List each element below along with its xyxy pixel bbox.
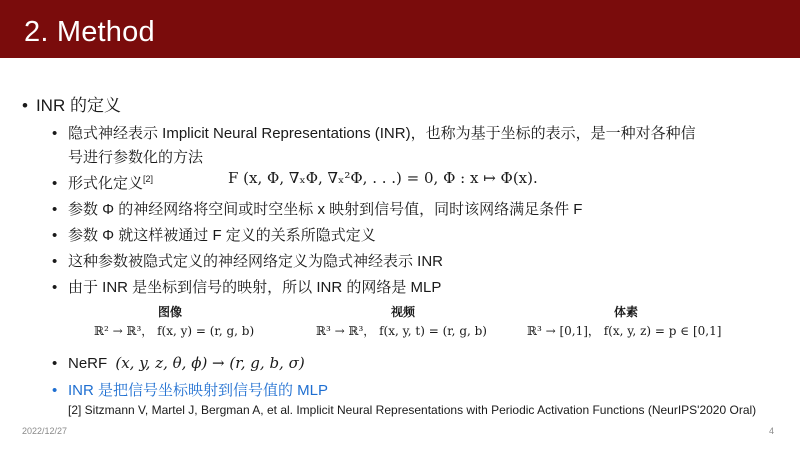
- reference-citation: [2] Sitzmann V, Martel J, Bergman A, et al. Implicit Neural Representations with Periodic Activation Functions (NeurIPS'2020 Oral): [68, 403, 757, 417]
- highlight-text: INR 是把信号坐标映射到信号值的 MLP: [68, 382, 329, 399]
- bullet-dot-icon: •: [52, 227, 58, 244]
- list-item-highlight: [52, 379, 328, 400]
- bullet-dot-icon: •: [52, 355, 58, 372]
- bullet-text: INR 的定义: [35, 96, 121, 115]
- bullet-dot-icon: •: [22, 96, 28, 115]
- item-text: 号进行参数化的方法: [68, 149, 204, 166]
- column-formula-image: ℝ² → ℝ³， f(x, y) = (r, g, b): [94, 324, 255, 338]
- bullet-dot-icon: •: [52, 201, 58, 218]
- footer-page-number: 4: [769, 426, 775, 436]
- list-item: [52, 276, 441, 297]
- item-text: 这种参数被隐式定义的神经网络定义为隐式神经表示 INR: [68, 253, 444, 270]
- column-formula-video: ℝ³ → ℝ³， f(x, y, t) = (r, g, b): [316, 324, 487, 338]
- formal-definition-equation: F (x, Φ, ∇ₓΦ, ∇ₓ²Φ, . . .) = 0, Φ : x ↦ Φ(x).: [228, 169, 538, 187]
- item-text: 参数 Φ 的神经网络将空间或时空坐标 x 映射到信号值，同时该网络满足条件 F: [68, 201, 583, 218]
- list-item: [52, 122, 696, 143]
- list-item: [52, 198, 582, 219]
- list-item: [52, 224, 376, 245]
- list-item: [52, 250, 443, 271]
- nerf-formula: (x, y, z, θ, ϕ) → (r, g, b, σ): [115, 354, 305, 372]
- list-item-continuation: [68, 146, 203, 167]
- column-head-voxel: 体素: [613, 305, 638, 319]
- item-text: 形式化定义: [68, 175, 144, 192]
- bullet-inr-definition: [22, 91, 121, 116]
- list-item-nerf: [52, 354, 305, 372]
- citation-mark: [2]: [143, 174, 154, 184]
- bullet-dot-icon: •: [52, 382, 58, 399]
- item-text: 隐式神经表示 Implicit Neural Representations (INR)，也称为基于坐标的表示，是一种对各种信: [68, 125, 696, 142]
- footer-date: 2022/12/27: [22, 426, 68, 436]
- bullet-dot-icon: •: [52, 175, 58, 192]
- nerf-label: NeRF: [68, 355, 108, 372]
- column-head-video: 视频: [390, 305, 415, 319]
- list-item: [52, 172, 153, 193]
- slide-title: 2. Method: [24, 16, 155, 48]
- item-text: 参数 Φ 就这样被通过 F 定义的关系所隐式定义: [68, 227, 376, 244]
- bullet-dot-icon: •: [52, 253, 58, 270]
- column-formula-voxel: ℝ³ → [0,1]， f(x, y, z) = p ∈ [0,1]: [527, 324, 722, 338]
- bullet-dot-icon: •: [52, 125, 58, 142]
- bullet-dot-icon: •: [52, 279, 58, 296]
- column-head-image: 图像: [157, 305, 182, 319]
- item-text: 由于 INR 是坐标到信号的映射，所以 INR 的网络是 MLP: [68, 279, 442, 296]
